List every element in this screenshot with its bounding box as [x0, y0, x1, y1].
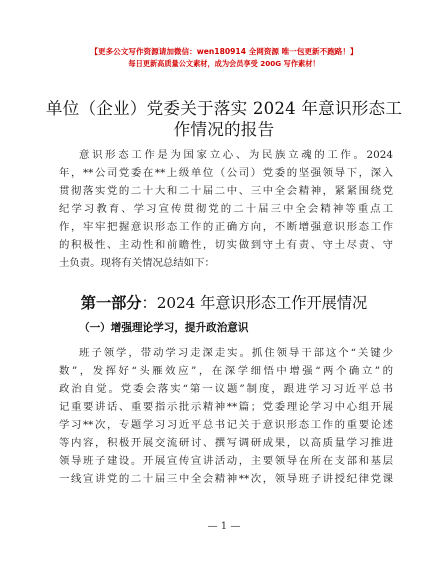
- body-line: 学习**次，专题学习习近平总书记关于意识形态工作的重要论述: [59, 419, 393, 431]
- page-number: — 1 —: [207, 521, 241, 532]
- body-line: 领导班子建设。开展宣传宣讲活动，主要领导在所在支部和基层: [59, 455, 393, 467]
- body-line: 记重要讲话、重要指示批示精神**篇；党委理论学习中心组开展: [59, 401, 393, 413]
- promo-banner-line-2: 每日更新高质量公文素材，成为会员享受 200G 写作素材！: [128, 59, 320, 68]
- body-line: 班子领学，带动学习走深走实。抓住领导干部这个“关键少: [79, 347, 393, 359]
- body-line: 数”，发挥好“头雁效应”，在深学细悟中增强“两个确立”的: [59, 365, 393, 377]
- subheading: （一）增强理论学习，提升政治意识: [79, 322, 249, 334]
- intro-line: 贯彻落实党的二十大和二十届二中、三中全会精神，紧紧围绕党: [59, 185, 393, 197]
- intro-line: 年，**公司党委在**上级单位（公司）党委的坚强领导下，深入: [59, 167, 393, 179]
- body-line: 一线宣讲党的二十届三中全会精神**次，领导班子讲授纪律党课: [59, 473, 393, 485]
- intro-line: 意识形态工作是为国家立心、为民族立魂的工作。2024: [79, 149, 393, 161]
- body-line: 政治自觉。党委会落实“第一议题”制度，跟进学习习近平总书: [59, 383, 393, 395]
- document-title-line-1: 单位（企业）党委关于落实 2024 年意识形态工: [45, 99, 403, 118]
- promo-banner-line-1: 【更多公文写作资源请加微信：wen180914 全网资源 唯一包更新不跑路！】: [90, 47, 358, 56]
- intro-line: 纪学习教育、学习宣传贯彻党的二十届三中全会精神等重点工: [59, 203, 393, 215]
- intro-line: 作，牢牢把握意识形态工作的正确方向，不断增强意识形态工作: [59, 221, 393, 233]
- section-heading: [0, 293, 448, 313]
- intro-line: 土负责。现将有关情况总结如下：: [59, 257, 215, 269]
- section-heading-prefix: 第一部分: [80, 294, 142, 312]
- document-title-line-2: 作情况的报告: [173, 120, 275, 139]
- intro-line: 的积极性、主动性和前瞻性，切实做到守土有责、守土尽责、守: [59, 239, 393, 251]
- section-heading-title: ：2024 年意识形态工作开展情况: [141, 294, 368, 312]
- body-line: 等内容，积极开展交流研讨、撰写调研成果，以高质量学习推进: [59, 437, 393, 449]
